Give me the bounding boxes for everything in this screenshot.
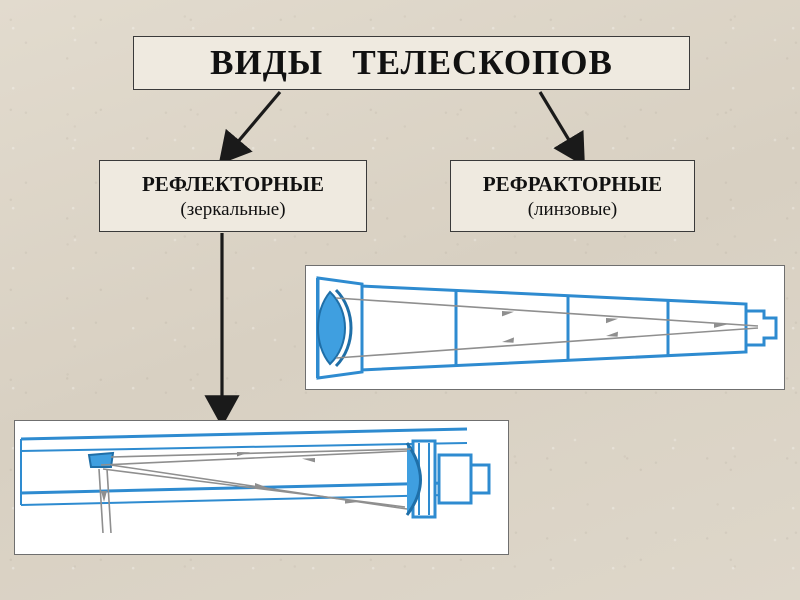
title-box [133,36,690,90]
reflector-telescope-diagram [14,420,509,555]
refractor-tube [318,278,776,378]
node-refractor-sublabel: (линзовые) [527,198,618,220]
node-reflector [99,160,367,232]
node-refractor [450,160,695,232]
node-reflector-label: РЕФЛЕКТОРНЫЕ [141,171,325,196]
page-title: ВИДЫ ТЕЛЕСКОПОВ [210,43,613,82]
refractor-telescope-diagram [305,265,785,390]
node-refractor-label: РЕФРАКТОРНЫЕ [482,171,663,196]
node-reflector-sublabel: (зеркальные) [180,198,286,220]
